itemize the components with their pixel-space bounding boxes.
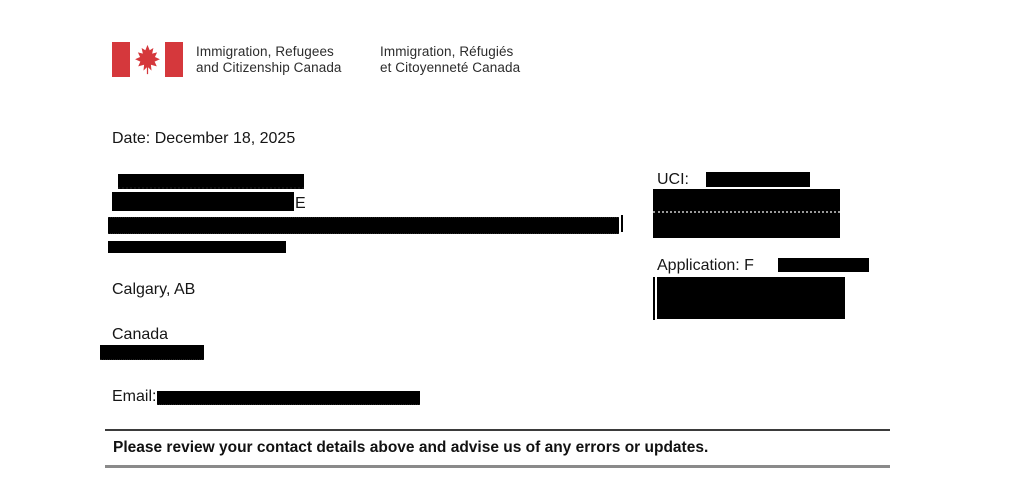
redaction-bar-street [112, 192, 294, 211]
redaction-block-gap [653, 211, 840, 213]
dept-en-line1: Immigration, Refugees [196, 44, 334, 59]
maple-leaf-icon [132, 44, 163, 75]
city-line: Calgary, AB [112, 281, 196, 298]
application-label: Application: F [657, 257, 754, 274]
review-notice: Please review your contact details above and advise us of any errors or updates. [113, 439, 709, 456]
department-name-french [380, 44, 520, 76]
dept-en-line2: and Citizenship Canada [196, 60, 342, 75]
redaction-vline [653, 277, 655, 320]
redaction-bar-care-of [108, 217, 619, 234]
divider-bottom [105, 465, 890, 468]
flag-red-bar-left [112, 42, 130, 77]
redaction-bar-postal-code [100, 345, 204, 360]
redaction-block-uci [653, 189, 840, 238]
divider-top [105, 429, 890, 431]
date-line: Date: December 18, 2025 [112, 130, 296, 147]
flag-red-bar-right [165, 42, 183, 77]
department-name-english [196, 44, 342, 76]
address-fragment: E [295, 195, 306, 212]
redaction-tick [621, 215, 623, 232]
uci-label: UCI: [657, 171, 689, 188]
redaction-bar-company [108, 241, 286, 253]
redaction-block-application [657, 277, 845, 319]
canada-flag-icon [112, 42, 183, 77]
dept-fr-line1: Immigration, Réfugiés [380, 44, 514, 59]
email-label: Email: [112, 388, 157, 405]
redaction-bar-name [118, 174, 304, 189]
redaction-bar-email [157, 391, 420, 405]
redaction-bar-application-number [778, 258, 869, 272]
country-line: Canada [112, 326, 169, 343]
redaction-bar-uci-number [706, 172, 810, 187]
dept-fr-line2: et Citoyenneté Canada [380, 60, 521, 75]
